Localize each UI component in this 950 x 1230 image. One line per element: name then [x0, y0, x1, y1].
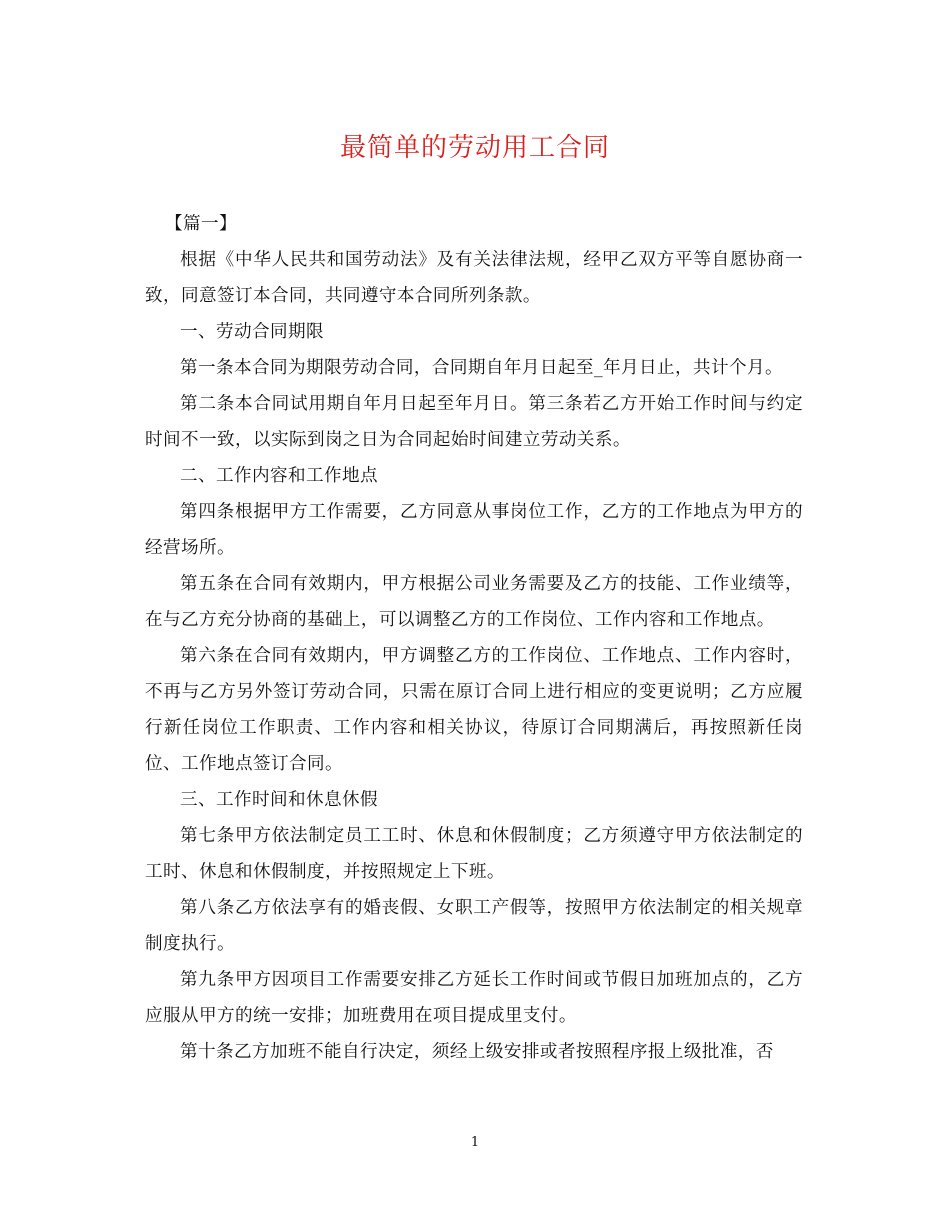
article-8: 第八条乙方依法享有的婚丧假、女职工产假等，按照甲方依法制定的相关规章制度执行。 [145, 898, 803, 954]
heading-work-content: 二、工作内容和工作地点 [180, 466, 378, 486]
section-tag: 【篇一】 [165, 214, 237, 234]
article-7: 第七条甲方依法制定员工工时、休息和休假制度；乙方须遵守甲方依法制定的工时、休息和休假制度，并按照规定上下班。 [145, 826, 803, 882]
article-6: 第六条在合同有效期内，甲方调整乙方的工作岗位、工作地点、工作内容时，不再与乙方另外签订劳动合同，只需在原订合同上进行相应的变更说明；乙方应履行新任岗位工作职责、工作内容和相关协议，待原订合同期满后，再按照新任岗位、工作地点签订合同。 [145, 646, 803, 774]
article-10: 第十条乙方加班不能自行决定，须经上级安排或者按照程序报上级批准，否 [180, 1042, 774, 1062]
article-1: 第一条本合同为期限劳动合同，合同期自年月日起至_年月日止，共计个月。 [180, 358, 783, 378]
article-5: 第五条在合同有效期内，甲方根据公司业务需要及乙方的技能、工作业绩等，在与乙方充分协商的基础上，可以调整乙方的工作岗位、工作内容和工作地点。 [145, 574, 803, 630]
page-number: 1 [470, 1135, 480, 1150]
document-title: 最简单的劳动用工合同 [339, 133, 610, 163]
heading-work-hours: 三、工作时间和休息休假 [180, 790, 378, 810]
paragraph-preamble: 根据《中华人民共和国劳动法》及有关法律法规，经甲乙双方平等自愿协商一致，同意签订本合同，共同遵守本合同所列条款。 [145, 250, 803, 306]
heading-contract-term: 一、劳动合同期限 [180, 322, 324, 342]
article-2-3: 第二条本合同试用期自年月日起至年月日。第三条若乙方开始工作时间与约定时间不一致，以实际到岗之日为合同起始时间建立劳动关系。 [145, 394, 803, 450]
document-body [145, 206, 803, 1070]
article-4: 第四条根据甲方工作需要，乙方同意从事岗位工作，乙方的工作地点为甲方的经营场所。 [145, 502, 803, 558]
article-9: 第九条甲方因项目工作需要安排乙方延长工作时间或节假日加班加点的，乙方应服从甲方的统一安排；加班费用在项目提成里支付。 [145, 970, 803, 1026]
